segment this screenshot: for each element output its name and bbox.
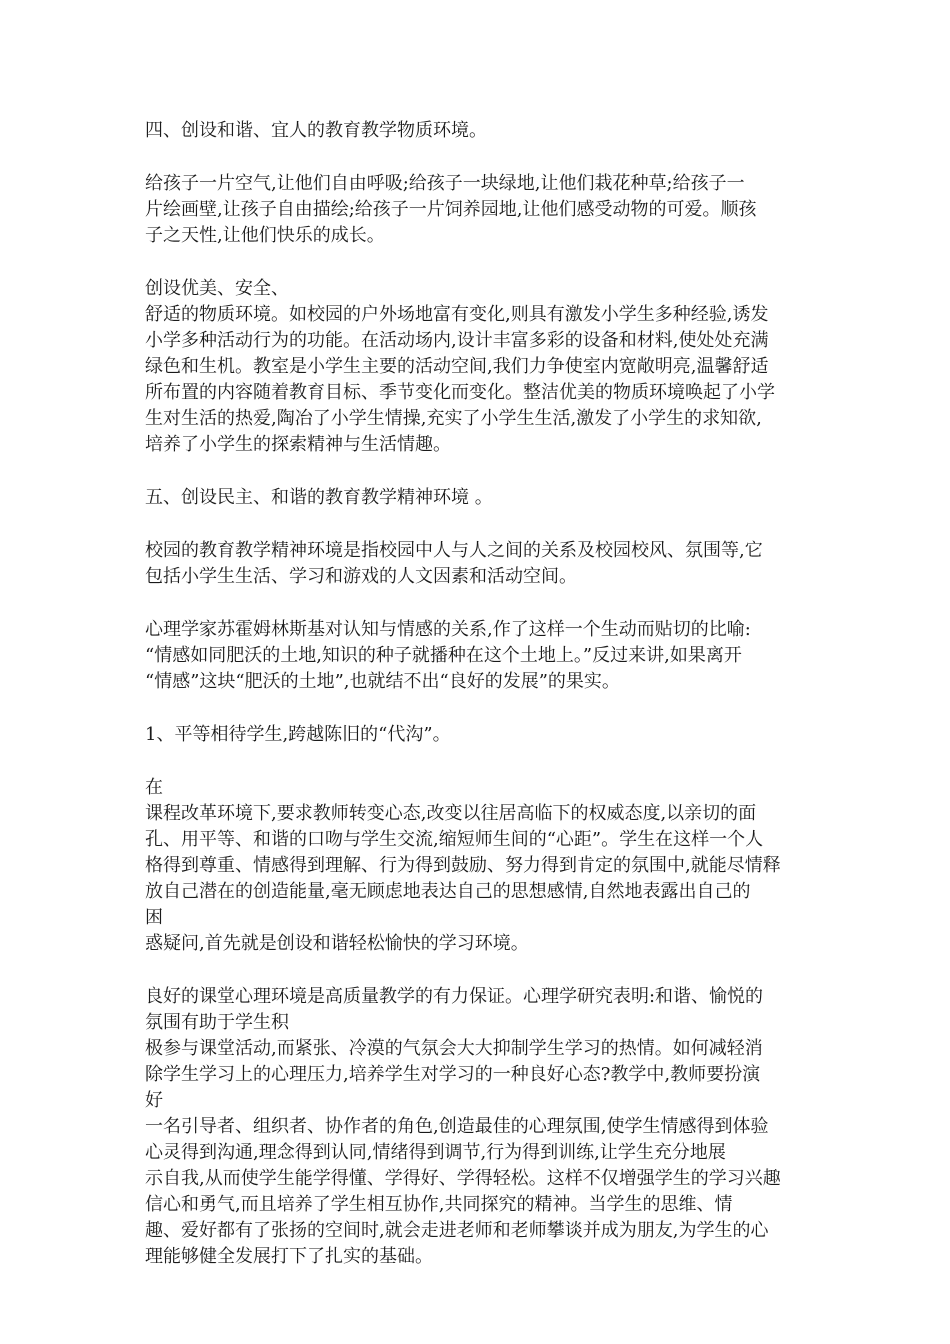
- text-line: 好: [145, 1090, 163, 1111]
- text-line: 信心和勇气,而且培养了学生相互协作,共同探究的精神。当学生的思维、情: [145, 1194, 733, 1215]
- text-line: 格得到尊重、情感得到理解、行为得到鼓励、努力得到肯定的氛围中,就能尽情释: [145, 855, 781, 876]
- subsection-heading-1: [145, 722, 825, 748]
- paragraph-psychologist-quote: [145, 617, 825, 695]
- text-line: 包括小学生生活、学习和游戏的人文因素和活动空间。: [145, 566, 577, 587]
- document-body: [145, 118, 825, 1270]
- text-line: 给孩子一片空气,让他们自由呼吸;给孩子一块绿地,让他们栽花种草;给孩子一: [145, 173, 745, 194]
- text-line: 子之天性,让他们快乐的成长。: [145, 225, 385, 246]
- section-heading-5: [145, 485, 825, 511]
- text-line: “情感”这块“肥沃的土地”,也就结不出“良好的发展”的果实。: [145, 671, 620, 692]
- paragraph-give-children: [145, 171, 825, 249]
- text-line: 生对生活的热爱,陶冶了小学生情操,充实了小学生生活,激发了小学生的求知欲,: [145, 408, 762, 429]
- text-line: 良好的课堂心理环境是高质量教学的有力保证。心理学研究表明:和谐、愉悦的: [145, 986, 764, 1007]
- text-line: 心理学家苏霍姆林斯基对认知与情感的关系,作了这样一个生动而贴切的比喻:: [145, 619, 751, 640]
- text-line: 困: [145, 907, 163, 928]
- text-line: 绿色和生机。教室是小学生主要的活动空间,我们力争使室内宽敞明亮,温馨舒适: [145, 356, 769, 377]
- text-line: 舒适的物质环境。如校园的户外场地富有变化,则具有激发小学生多种经验,诱发: [145, 304, 769, 325]
- text-line: 一名引导者、组织者、协作者的角色,创造最佳的心理氛围,使学生情感得到体验: [145, 1116, 769, 1137]
- text-line: 极参与课堂活动,而紧张、冷漠的气氛会大大抑制学生学习的热情。如何减轻消: [145, 1038, 763, 1059]
- text-line: 校园的教育教学精神环境是指校园中人与人之间的关系及校园校风、氛围等,它: [145, 540, 763, 561]
- text-line: 课程改革环境下,要求教师转变心态,改变以往居高临下的权威态度,以亲切的面: [145, 803, 757, 824]
- text-line: 心灵得到沟通,理念得到认同,情绪得到调节,行为得到训练,让学生充分地展: [145, 1142, 726, 1163]
- text-line: 氛围有助于学生积: [145, 1012, 289, 1033]
- text-line: 放自己潜在的创造能量,毫无顾虑地表达自己的思想感情,自然地表露出自己的: [145, 881, 751, 902]
- paragraph-classroom-psychology: [145, 984, 825, 1270]
- text-line: 四、创设和谐、宜人的教育教学物质环境。: [145, 120, 487, 141]
- text-line: 培养了小学生的探索精神与生活情趣。: [145, 434, 451, 455]
- text-line: 示自我,从而使学生能学得懂、学得好、学得轻松。这样不仅增强学生的学习兴趣: [145, 1168, 781, 1189]
- paragraph-spiritual-environment: [145, 538, 825, 590]
- text-line: 趣、爱好都有了张扬的空间时,就会走进老师和老师攀谈并成为朋友,为学生的心: [145, 1220, 769, 1241]
- text-line: 1、平等相待学生,跨越陈旧的“代沟”。: [145, 724, 451, 745]
- text-line: 所布置的内容随着教育目标、季节变化而变化。整洁优美的物质环境唤起了小学: [145, 382, 775, 403]
- text-line: 惑疑问,首先就是创设和谐轻松愉快的学习环境。: [145, 933, 529, 954]
- text-line: “情感如同肥沃的土地,知识的种子就播种在这个土地上。”反过来讲,如果离开: [145, 645, 742, 666]
- text-line: 片绘画壁,让孩子自由描绘;给孩子一片饲养园地,让他们感受动物的可爱。顺孩: [145, 199, 757, 220]
- text-line: 五、创设民主、和谐的教育教学精神环境 。: [145, 487, 493, 508]
- text-line: 在: [145, 777, 163, 798]
- text-line: 小学多种活动行为的功能。在活动场内,设计丰富多彩的设备和材料,使处处充满: [145, 330, 769, 351]
- section-heading-4: [145, 118, 825, 144]
- text-line: 孔、用平等、和谐的口吻与学生交流,缩短师生间的“心距”。学生在这样一个人: [145, 829, 764, 850]
- text-line: 创设优美、安全、: [145, 278, 289, 299]
- paragraph-physical-environment: [145, 276, 825, 458]
- text-line: 除学生学习上的心理压力,培养学生对学习的一种良好心态?教学中,教师要扮演: [145, 1064, 761, 1085]
- paragraph-curriculum-reform: [145, 775, 825, 957]
- text-line: 理能够健全发展打下了扎实的基础。: [145, 1246, 433, 1267]
